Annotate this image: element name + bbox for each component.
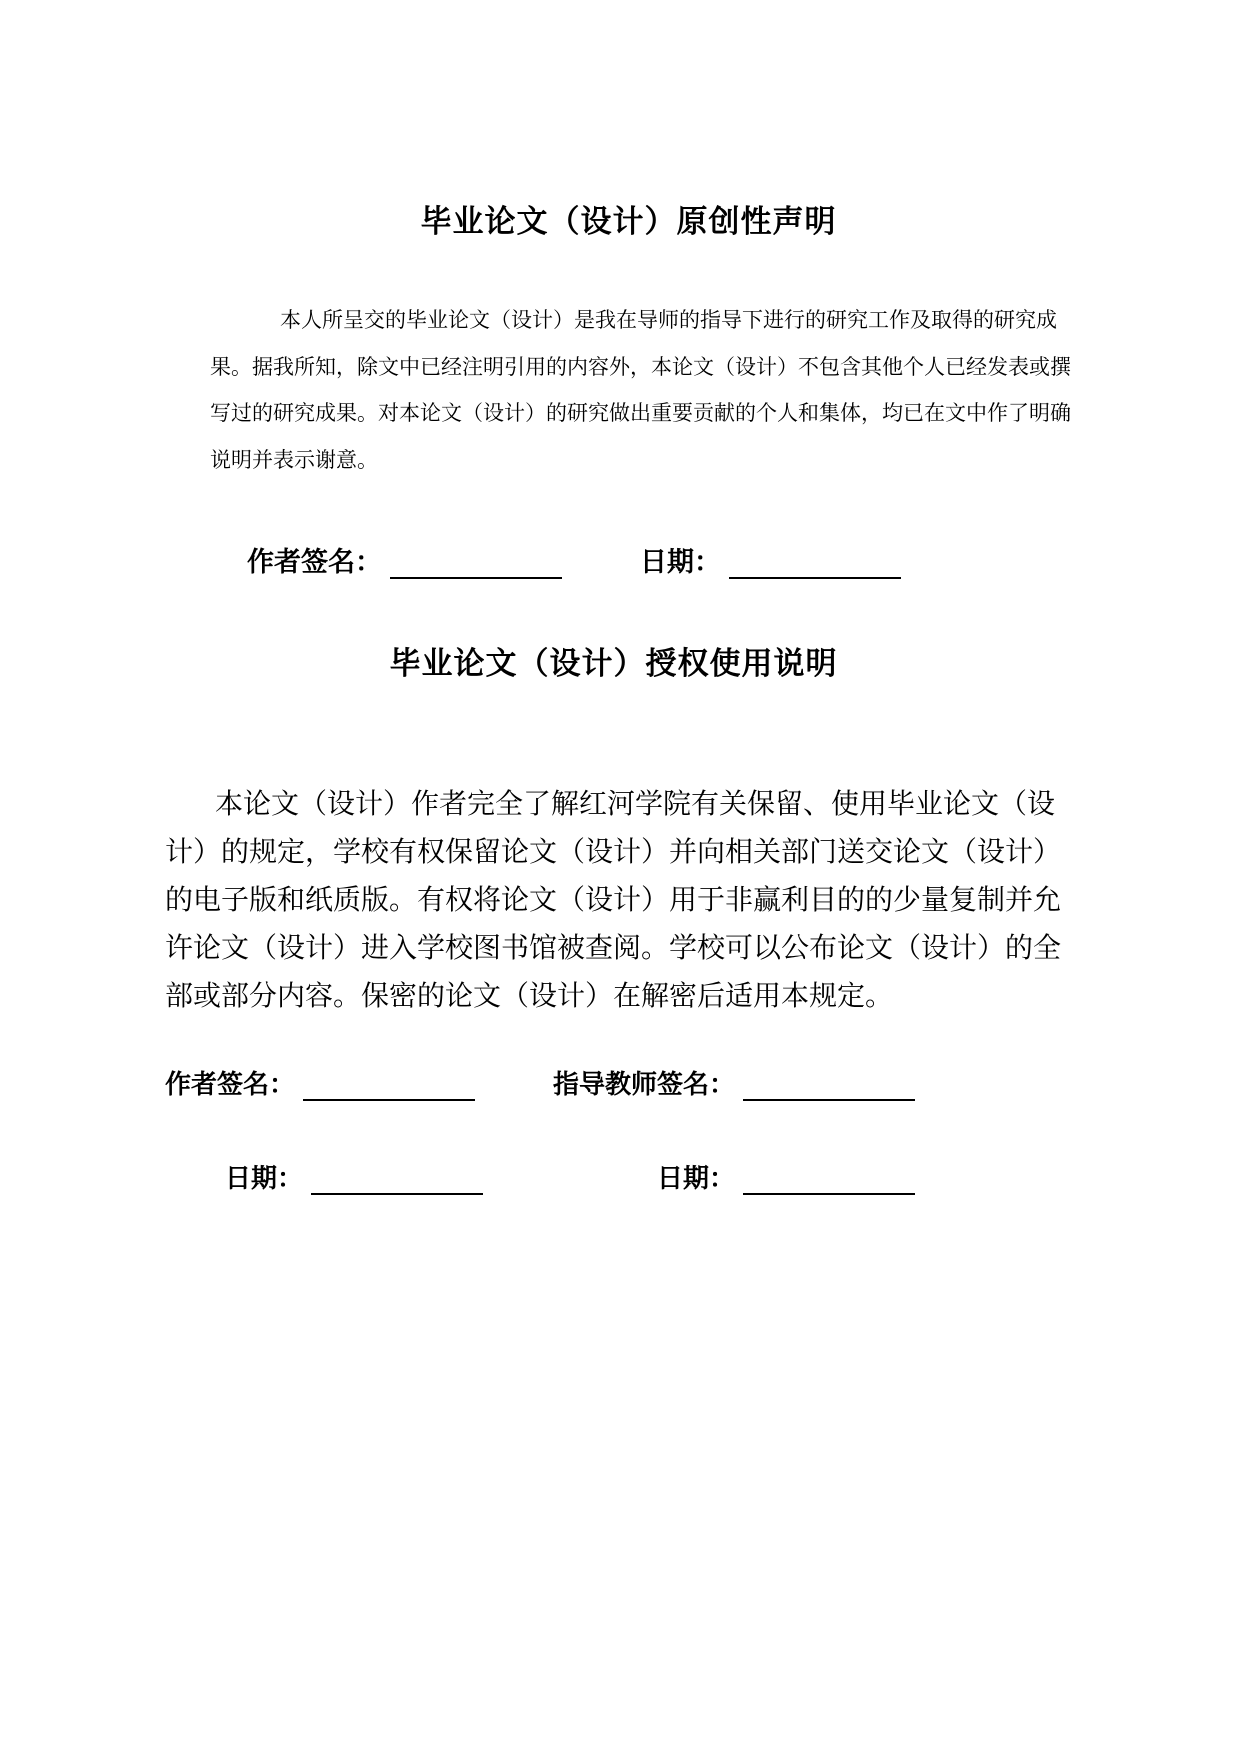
author-signature-line [303, 1069, 475, 1101]
date-line [743, 1163, 915, 1195]
advisor-signature-line [743, 1069, 915, 1101]
date-line [729, 547, 901, 579]
originality-date [640, 540, 901, 579]
authorization-author-signature [165, 1064, 475, 1101]
authorization-title: 毕业论文（设计）授权使用说明 [389, 646, 838, 682]
originality-title: 毕业论文（设计）原创性声明 [420, 204, 837, 240]
authorization-advisor-date [657, 1158, 915, 1195]
originality-author-signature [247, 540, 562, 579]
originality-statement: 本人所呈交的毕业论文（设计）是我在导师的指导下进行的研究工作及取得的研究成果。据我所知，除文中已经注明引用的内容外，本论文（设计）不包含其他个人已经发表或撰写过的研究成果。对本论文（设计）的研究做出重要贡献的个人和集体，均已在文中作了明确说明并表示谢意。 [210, 308, 1071, 472]
author-signature-line [390, 547, 562, 579]
authorization-statement: 本论文（设计）作者完全了解红河学院有关保留、使用毕业论文（设计）的规定，学校有权保留论文（设计）并向相关部门送交论文（设计）的电子版和纸质版。有权将论文（设计）用于非赢利目的的少量复制并允许论文（设计）进入学校图书馆被查阅。学校可以公布论文（设计）的全部或部分内容。保密的论文（设计）在解密后适用本规定。 [165, 787, 1062, 1012]
date-label: 日期： [225, 1164, 304, 1194]
date-label: 日期： [640, 547, 721, 578]
author-signature-label: 作者签名： [165, 1070, 296, 1100]
advisor-signature-label: 指导教师签名： [553, 1070, 736, 1100]
date-label: 日期： [657, 1164, 736, 1194]
date-line [311, 1163, 483, 1195]
authorization-advisor-signature [553, 1064, 915, 1101]
author-signature-label: 作者签名： [247, 547, 382, 578]
authorization-author-date [225, 1158, 483, 1195]
